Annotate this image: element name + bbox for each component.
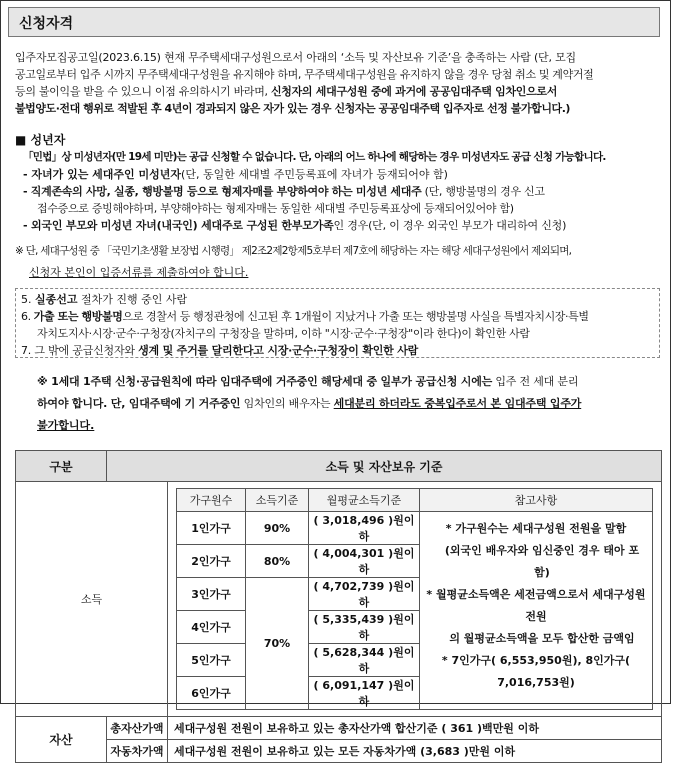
income-cell <box>168 482 662 717</box>
household-note-1: ※ 1세대 1주택 신청·공급원칙에 따라 임대주택에 거주중인 해당세대 중 일부가 공급신청 시에는 입주 전 세대 분리 <box>37 375 579 388</box>
merged-rate: 70% <box>246 578 309 710</box>
row-size: 6인가구 <box>177 677 246 710</box>
header-category: 구분 <box>16 451 107 482</box>
household-note-2: 하여야 합니다. 단, 임대주택에 기 거주중인 임차인의 배우자는 세대분리 하더라도 중복입주로서 본 임대주택 입주가 <box>37 397 582 410</box>
row-amount: ( 3,018,496 )원이하 <box>309 512 420 545</box>
exclusion-note-2: 신청자 본인이 입증서류를 제출하여야 합니다. <box>29 266 249 279</box>
header-criteria: 소득 및 자산보유 기준 <box>107 451 662 482</box>
note-4: 의 월평균소득액을 모두 합산한 금액임 <box>449 632 635 645</box>
adult-item-2: - 직계존속의 사망, 실종, 행방불명 등으로 형제자매를 부양하여야 하는 미성년 세대주 (단, 행방불명의 경우 신고 <box>23 185 545 198</box>
asset-car-label: 자동차가액 <box>107 740 168 763</box>
adult-item-2-cont: 접수증으로 증빙해야하며, 부양해야하는 형제자매는 동일한 세대별 주민등록표상에 등재되어있어야 함) <box>37 202 514 215</box>
note-5: * 7인가구( 6,553,950원), 8인가구( 7,016,753원) <box>441 654 631 689</box>
intro-line-4: 불법양도·전대 행위로 적발된 후 4년이 경과되지 않은 자가 있는 경우 신청자는 공공임대주택 입주자로 선정 불가합니다.) <box>15 102 570 115</box>
criteria-line-5: 5. 실종선고 절차가 진행 중인 사람 <box>21 293 188 306</box>
asset-total-text: 세대구성원 전원이 보유하고 있는 총자산가액 합산기준 ( 361 )백만원 이하 <box>168 717 662 740</box>
exclusion-note-1: ※ 단, 세대구성원 중 「국민기초생활 보장법 시행령」 제2조2제2항제5호부터 제7호에 해당하는 자는 해당 세대구성원에서 제외되며, <box>15 245 572 257</box>
criteria-line-7: 7. 그 밖에 공급신청자와 생계 및 주거를 달리한다고 시장·군수·구청장이 확인한 사람 <box>21 344 419 357</box>
asset-total-label: 총자산가액 <box>107 717 168 740</box>
subheader-size: 가구원수 <box>177 489 246 512</box>
row-amount: ( 6,091,147 )원이하 <box>309 677 420 710</box>
row-size: 3인가구 <box>177 578 246 611</box>
subheader-notes: 참고사항 <box>420 489 653 512</box>
row-rate: 90% <box>246 512 309 545</box>
row-size: 5인가구 <box>177 644 246 677</box>
household-note-3: 불가합니다. <box>37 419 95 432</box>
note-1: * 가구원수는 세대구성원 전원을 말함 <box>445 522 627 535</box>
criteria-table <box>15 450 662 763</box>
subheader-amount: 월평균소득기준 <box>309 489 420 512</box>
row-amount: ( 5,335,439 )원이하 <box>309 611 420 644</box>
income-label: 소득 <box>16 482 168 717</box>
row-amount: ( 4,702,739 )원이하 <box>309 578 420 611</box>
adult-heading: ■ 성년자 <box>15 133 66 147</box>
adult-item-1: - 자녀가 있는 세대주인 미성년자(단, 동일한 세대별 주민등록표에 자녀가 등재되어야 함) <box>23 168 448 181</box>
note-2: (외국인 배우자와 임신중인 경우 태아 포함) <box>444 544 640 579</box>
asset-label: 자산 <box>16 717 107 763</box>
subheader-rate: 소득기준 <box>246 489 309 512</box>
criteria-line-6-cont: 자치도지사·시장·군수·구청장(자치구의 구청장을 말하며, 이하 "시장·군수·구청장"이라 한다)이 확인한 사람 <box>37 327 530 340</box>
adult-rule: 「민법」상 미성년자(만 19세 미만)는 공급 신청할 수 없습니다. 단, 아래의 어느 하나에 해당하는 경우 미성년자도 공급 신청 가능합니다. <box>23 151 606 163</box>
income-inner-table <box>176 488 653 710</box>
row-amount: ( 4,004,301 )원이하 <box>309 545 420 578</box>
adult-item-3: - 외국인 부모와 미성년 자녀(내국인) 세대주로 구성된 한부모가족인 경우(단, 이 경우 외국인 부모가 대리하여 신청) <box>23 219 567 232</box>
note-3: * 월평균소득액은 세전금액으로서 세대구성원 전원 <box>426 588 646 623</box>
row-size: 2인가구 <box>177 545 246 578</box>
row-size: 4인가구 <box>177 611 246 644</box>
section-title-box <box>8 7 660 37</box>
intro-line-2: 공고일로부터 입주 시까지 무주택세대구성원을 유지해야 하며, 무주택세대구성원을 유지하지 않을 경우 당첨 취소 및 계약거절 <box>15 68 594 81</box>
row-size: 1인가구 <box>177 512 246 545</box>
section-title: 신청자격 <box>19 16 74 32</box>
row-rate: 80% <box>246 545 309 578</box>
row-amount: ( 5,628,344 )원이하 <box>309 644 420 677</box>
intro-line-1: 입주자모집공고일(2023.6.15) 현재 무주택세대구성원으로서 아래의 ‘소득 및 자산보유 기준’을 충족하는 사람 (단, 모집 <box>15 51 576 64</box>
intro-line-3: 등의 불이익을 받을 수 있으니 이점 유의하시기 바라며, 신청자의 세대구성원 중에 과거에 공공임대주택 임차인으로서 <box>15 85 558 98</box>
asset-car-text: 세대구성원 전원이 보유하고 있는 모든 자동차가액 (3,683 )만원 이하 <box>168 740 662 763</box>
notes-cell <box>420 512 653 710</box>
criteria-line-6: 6. 가출 또는 행방불명으로 경찰서 등 행정관청에 신고된 후 1개월이 지났거나 가출 또는 행방불명 사실을 특별자치시장·특별 <box>21 310 589 323</box>
